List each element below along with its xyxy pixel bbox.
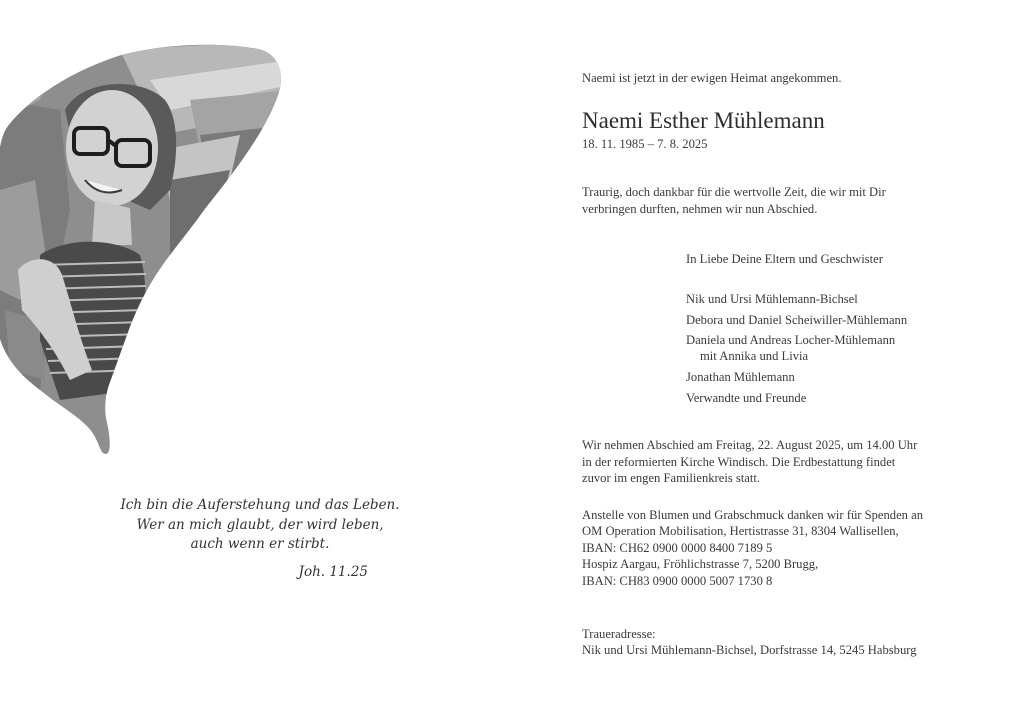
verse-line: Wer an mich glaubt, der wird leben, bbox=[136, 516, 384, 533]
mourner-name: Verwandte und Freunde bbox=[686, 391, 807, 405]
donation-line: IBAN: CH83 0900 0000 5007 1730 8 bbox=[582, 574, 773, 588]
verse-line: Ich bin die Auferstehung und das Leben. bbox=[120, 497, 400, 513]
portrait-photo bbox=[0, 40, 290, 460]
gratitude-line: Traurig, doch dankbar für die wertvolle Zeit, die wir mit Dir bbox=[582, 185, 886, 199]
ceremony-line: zuvor im engen Familienkreis statt. bbox=[582, 471, 761, 485]
ceremony-line: in der reformierten Kirche Windisch. Die Erdbestattung findet bbox=[582, 455, 896, 469]
right-page bbox=[582, 0, 1002, 726]
ceremony-line: Wir nehmen Abschied am Freitag, 22. August 2025, um 14.00 Uhr bbox=[582, 438, 918, 452]
bible-verse bbox=[100, 496, 420, 555]
life-dates: 18. 11. 1985 – 7. 8. 2025 bbox=[582, 137, 708, 151]
mourner-name: Nik und Ursi Mühlemann-Bichsel bbox=[686, 292, 858, 306]
verse-reference: Joh. 11.25 bbox=[298, 564, 368, 580]
donation-line: Anstelle von Blumen und Grabschmuck danken wir für Spenden an bbox=[582, 508, 924, 522]
address-value: Nik und Ursi Mühlemann-Bichsel, Dorfstrasse 14, 5245 Habsburg bbox=[582, 643, 917, 657]
intro-text: Naemi ist jetzt in der ewigen Heimat angekommen. bbox=[582, 71, 842, 85]
mourner-name: Daniela und Andreas Locher-Mühlemann bbox=[686, 333, 896, 347]
donation-line: OM Operation Mobilisation, Hertistrasse 31, 8304 Wallisellen, bbox=[582, 524, 899, 538]
gratitude-line: verbringen durften, nehmen wir nun Abschied. bbox=[582, 202, 818, 216]
mourners-heading: In Liebe Deine Eltern und Geschwister bbox=[686, 252, 883, 266]
address-label: Traueradresse: bbox=[582, 627, 656, 641]
verse-line: auch wenn er stirbt. bbox=[190, 536, 330, 552]
donation-line: Hospiz Aargau, Fröhlichstrasse 7, 5200 Brugg, bbox=[582, 557, 819, 571]
mourner-name: Debora und Daniel Scheiwiller-Mühlemann bbox=[686, 313, 908, 327]
mourner-name: Jonathan Mühlemann bbox=[686, 370, 795, 384]
mourner-name: mit Annika und Livia bbox=[700, 349, 809, 363]
donation-line: IBAN: CH62 0900 0000 8400 7189 5 bbox=[582, 541, 773, 555]
deceased-name: Naemi Esther Mühlemann bbox=[582, 108, 825, 133]
